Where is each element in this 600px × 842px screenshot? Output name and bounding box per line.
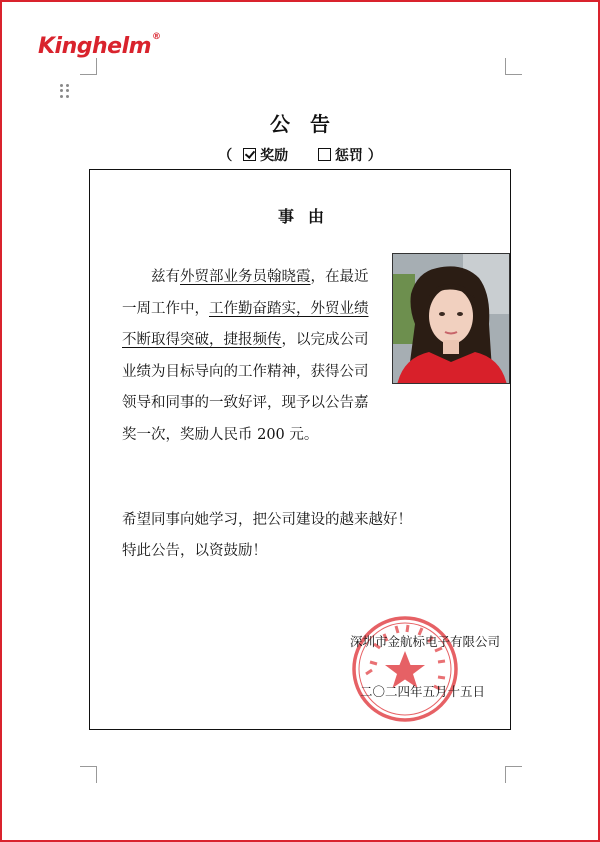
company-seal-stamp <box>350 614 460 724</box>
employee-name-underlined: 外贸部业务员翰晓霞 <box>180 269 311 285</box>
crop-mark-top-left <box>80 58 97 75</box>
text-run: ，以完成公司业绩为目标导向的工作精神，获得公司领导和同事的一致好评，现予以公告嘉奖一次，奖励人民币 200 元。 <box>122 332 369 443</box>
registered-mark: ® <box>152 32 161 42</box>
announcement-type-row <box>0 145 600 165</box>
section-title: 事由 <box>277 207 338 226</box>
main-paragraph <box>122 262 382 451</box>
penalty-checkbox-icon[interactable] <box>318 148 331 161</box>
company-name: 深圳市金航标电子有限公司 <box>350 634 501 649</box>
penalty-label: 惩罚 <box>334 148 363 164</box>
content-box <box>89 169 511 730</box>
achievement-underlined: 工作勤奋踏实，外贸业绩不断取得突破，捷报频传 <box>122 300 369 348</box>
company-logo <box>38 34 160 59</box>
portrait-image <box>393 254 510 384</box>
closing-sentence: 特此公告，以资鼓励！ <box>122 543 267 559</box>
logo-text: Kinghelm <box>38 34 152 59</box>
crop-mark-top-right <box>505 58 522 75</box>
employee-photo <box>392 253 510 384</box>
crop-mark-bottom-right <box>505 766 522 783</box>
paren-close: ） <box>367 148 382 164</box>
paren-open: （ <box>218 148 233 164</box>
text-run: 兹有 <box>151 269 180 285</box>
closing-paragraph: 希望同事向她学习，把公司建设的越来越好！ <box>122 512 412 528</box>
text-run: ，在最近一周工作中， <box>122 269 369 317</box>
reward-label: 奖励 <box>260 148 289 164</box>
document-title: 公告 <box>270 112 350 136</box>
crop-mark-bottom-left <box>80 766 97 783</box>
drag-handle-icon[interactable] <box>60 84 70 98</box>
announcement-date: 二〇二四年五月十五日 <box>360 684 486 699</box>
reward-checkbox-icon[interactable] <box>243 148 256 161</box>
